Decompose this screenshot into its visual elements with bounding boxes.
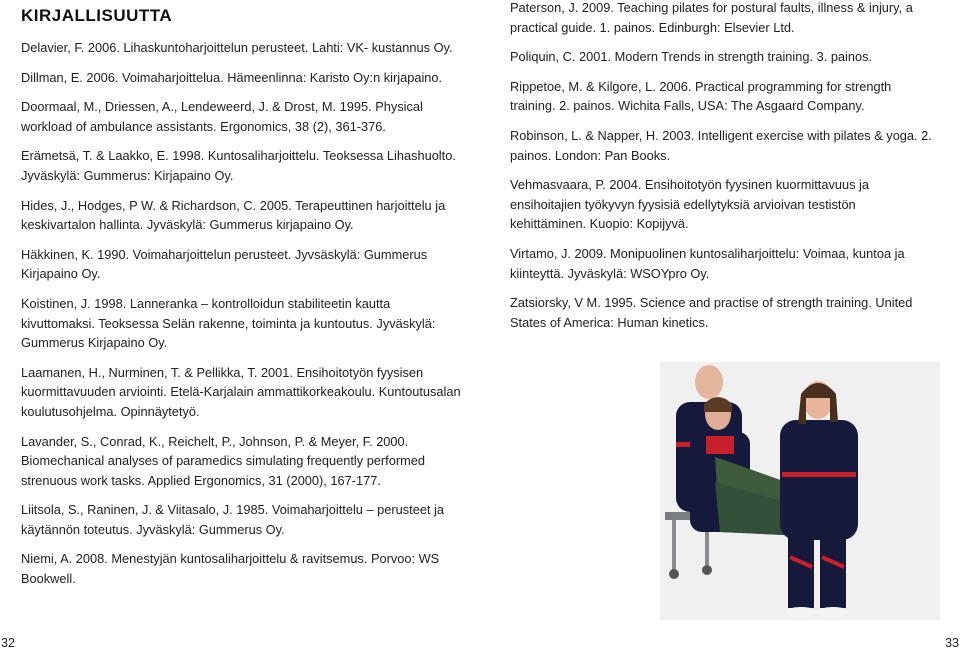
reference-entry: Robinson, L. & Napper, H. 2003. Intelligent exercise with pilates & yoga. 2. painos. London: Pan Books. bbox=[510, 127, 932, 163]
reference-entry: Liitsola, S., Raninen, J. & Viitasalo, J. 1985. Voimaharjoittelu – perusteet ja käytännön toteutus. Jyväskylä: Gummerus Oy. bbox=[21, 502, 445, 537]
reference-list-right bbox=[510, 0, 935, 342]
reference-entry: Poliquin, C. 2001. Modern Trends in strength training. 3. painos. bbox=[510, 49, 873, 65]
reference-entry: Lavander, S., Conrad, K., Reichelt, P., Johnson, P. & Meyer, F. 2000. Biomechanical analyses of paramedics simulating frequently performed strenuous work tasks. Applied Ergonomics, 31 (2000), 167-177. bbox=[21, 433, 426, 488]
right-page bbox=[480, 0, 960, 652]
paramedics-photo bbox=[660, 362, 940, 620]
reference-entry: Dillman, E. 2006. Voimaharjoittelua. Hämeenlinna: Karisto Oy:n kirjapaino. bbox=[21, 69, 443, 85]
reference-list-left bbox=[21, 38, 461, 599]
reference-entry: Doormaal, M., Driessen, A., Lendeweerd, J. & Drost, M. 1995. Physical workload of ambulance assistants. Ergonomics, 38 (2), 361-376. bbox=[21, 99, 423, 134]
page-number: 33 bbox=[945, 636, 959, 650]
page-heading: KIRJALLISUUTTA bbox=[21, 6, 173, 25]
reference-entry: Delavier, F. 2006. Lihaskuntoharjoittelun perusteet. Lahti: VK- kustannus Oy. bbox=[21, 40, 453, 55]
reference-entry: Koistinen, J. 1998. Lanneranka – kontrolloidun stabiliteetin kautta kivuttomaksi. Teoksessa Selän rakenne, toiminta ja kuntoutus. Jyväskylä: Gummerus Kirjapaino Oy. bbox=[21, 295, 436, 351]
reference-entry: Rippetoe, M. & Kilgore, L. 2006. Practical programming for strength training. 2. painos. Wichita Falls, USA: The Asgaard Company. bbox=[510, 78, 892, 114]
reference-entry: Erämetsä, T. & Laakko, E. 1998. Kuntosaliharjoittelu. Teoksessa Lihashuolto. Jyväskylä: Gummerus: Kirjapaino Oy. bbox=[21, 148, 456, 183]
reference-entry: Zatsiorsky, V M. 1995. Science and practise of strength training. United States of America: Human kinetics. bbox=[510, 295, 913, 330]
reference-entry: Hides, J., Hodges, P W. & Richardson, C. 2005. Terapeuttinen harjoittelu ja keskivartalon hallinta. Jyväskylä: Gummerus kirjapaino Oy. bbox=[21, 197, 446, 233]
reference-entry: Laamanen, H., Nurminen, T. & Pellikka, T. 2001. Ensihoitotyön fyysisen kuormittavuuden arviointi. Etelä-Karjalain ammattikorkeakoulu. Kuntoutusalan koulutusohjelma. Opinnäytetyö. bbox=[21, 364, 461, 419]
reference-entry: Virtamo, J. 2009. Monipuolinen kuntosaliharjoittelu: Voimaa, kuntoa ja kiinteyttä. Jyväskylä: WSOYpro Oy. bbox=[510, 245, 905, 281]
page-number: 32 bbox=[1, 636, 15, 650]
reference-entry: Vehmasvaara, P. 2004. Ensihoitotyön fyysinen kuormittavuus ja ensihoitajien työkyvyn fyysisiä edellytyksiä arvioivan testistön kehittäminen. Kuopio: Kopijyvä. bbox=[510, 177, 869, 232]
reference-entry: Häkkinen, K. 1990. Voimaharjoittelun perusteet. Jyvsäskylä: Gummerus Kirjapaino Oy. bbox=[21, 246, 428, 282]
reference-entry: Niemi, A. 2008. Menestyjän kuntosaliharjoittelu & ravitsemus. Porvoo: WS Bookwell. bbox=[21, 551, 440, 587]
reference-entry: Paterson, J. 2009. Teaching pilates for postural faults, illness & injury, a practical guide. 1. painos. Edinburgh: Elsevier Ltd. bbox=[510, 0, 913, 35]
